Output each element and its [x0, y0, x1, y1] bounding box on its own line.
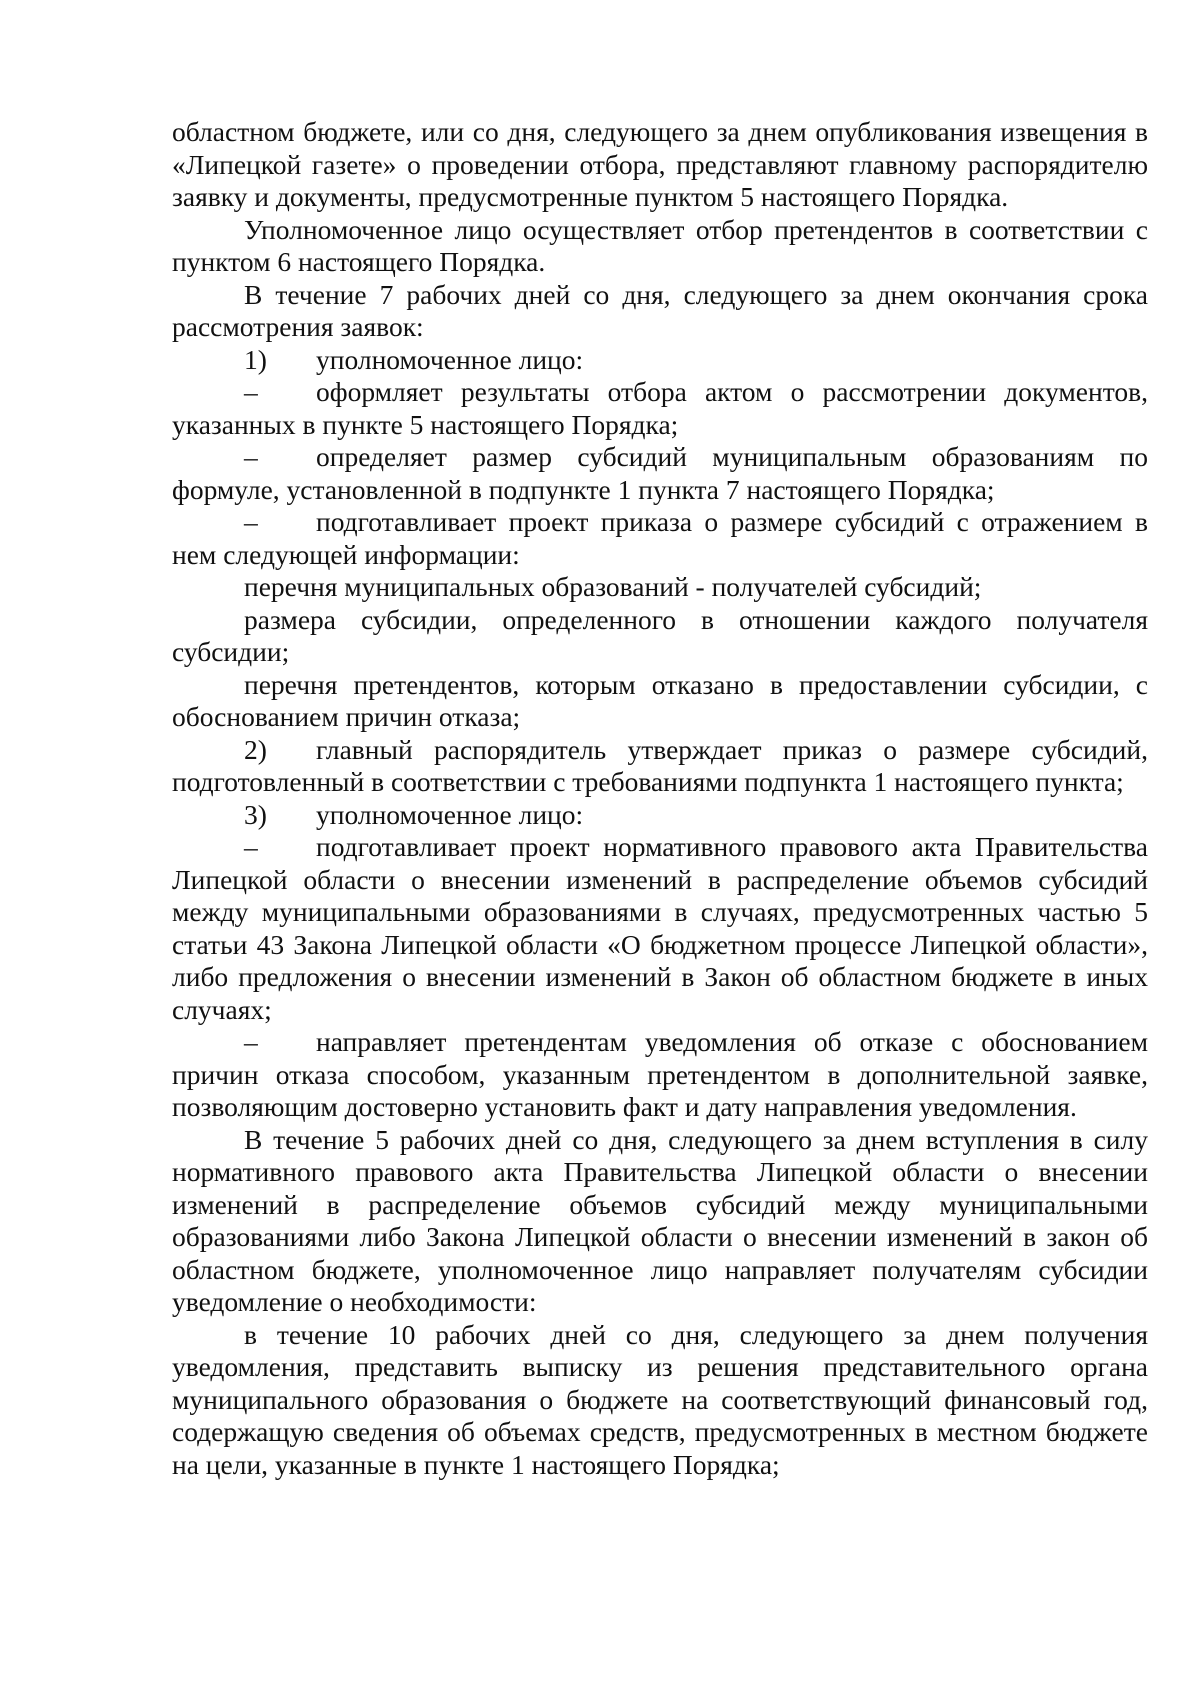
- list-item-text: направляет претендентам уведомления об отказе с обоснованием причин отказа способом, указанным претендентом в дополнительной заявке, позволяющим достоверно установить факт и дату направления уведомления.: [172, 1026, 1148, 1122]
- list-item-text: оформляет результаты отбора актом о рассмотрении документов, указанных в пункте 5 настоящего Порядка;: [172, 376, 1148, 440]
- list-item-text: уполномоченное лицо:: [316, 343, 584, 375]
- list-item: [172, 441, 1148, 506]
- list-item-text: подготавливает проект нормативного правового акта Правительства Липецкой области о внесении изменений в распределение объемов субсидий между муниципальными образованиями в случаях, предусмотренных частью 5 статьи 43 Закона Липецкой области «О бюджетном процессе Липецкой области», либо предложения о внесении изменений в Закон об областном бюджете в иных случаях;: [172, 831, 1148, 1025]
- paragraph: перечня претендентов, которым отказано в предоставлении субсидии, с обоснованием причин отказа;: [172, 668, 1148, 732]
- list-marker: 1): [244, 343, 267, 375]
- list-marker: –: [244, 506, 258, 537]
- list-item-text: подготавливает проект приказа о размере субсидий с отражением в нем следующей информации:: [172, 506, 1148, 570]
- list-marker: 2): [244, 733, 267, 765]
- list-marker: –: [244, 376, 258, 407]
- paragraph: размера субсидии, определенного в отношении каждого получателя субсидии;: [172, 603, 1148, 667]
- list-item: [172, 344, 1148, 377]
- paragraph: в течение 10 рабочих дней со дня, следующего за днем получения уведомления, представить выписку из решения представительного органа муниципального образования о бюджете на соответствующий финансовый год, содержащую сведения об объемах средств, предусмотренных в местном бюджете на цели, указанные в пункте 1 настоящего Порядка;: [172, 1318, 1148, 1480]
- list-item-text: уполномоченное лицо:: [316, 798, 584, 830]
- list-item: [172, 831, 1148, 1026]
- paragraph: В течение 5 рабочих дней со дня, следующего за днем вступления в силу нормативного правового акта Правительства Липецкой области о внесении изменений в распределение объемов субсидий между муниципальными образованиями либо Закона Липецкой области о внесении изменений в закон об областном бюджете, уполномоченное лицо направляет получателям субсидии уведомление о необходимости:: [172, 1123, 1148, 1317]
- list-marker: 3): [244, 798, 267, 830]
- list-marker: –: [244, 441, 258, 472]
- list-item: [172, 376, 1148, 441]
- document-page: [172, 116, 1148, 1481]
- paragraph: перечня муниципальных образований - получателей субсидий;: [244, 571, 982, 602]
- list-item: [172, 1026, 1148, 1124]
- paragraph: Уполномоченное лицо осуществляет отбор претендентов в соответствии с пунктом 6 настоящего Порядка.: [172, 213, 1148, 277]
- list-item: [172, 799, 1148, 832]
- list-item: [172, 734, 1148, 799]
- list-item-text: главный распорядитель утверждает приказ о размере субсидий, подготовленный в соответствии с требованиями подпункта 1 настоящего пункта;: [172, 733, 1148, 797]
- paragraph-continuation: областном бюджете, или со дня, следующего за днем опубликования извещения в «Липецкой газете» о проведении отбора, представляют главному распорядителю заявку и документы, предусмотренные пунктом 5 настоящего Порядка.: [172, 116, 1148, 212]
- list-marker: –: [244, 1026, 258, 1057]
- paragraph: В течение 7 рабочих дней со дня, следующего за днем окончания срока рассмотрения заявок:: [172, 278, 1148, 342]
- list-item: [172, 506, 1148, 571]
- list-marker: –: [244, 831, 258, 862]
- list-item-text: определяет размер субсидий муниципальным образованиям по формуле, установленной в подпункте 1 пункта 7 настоящего Порядка;: [172, 441, 1148, 505]
